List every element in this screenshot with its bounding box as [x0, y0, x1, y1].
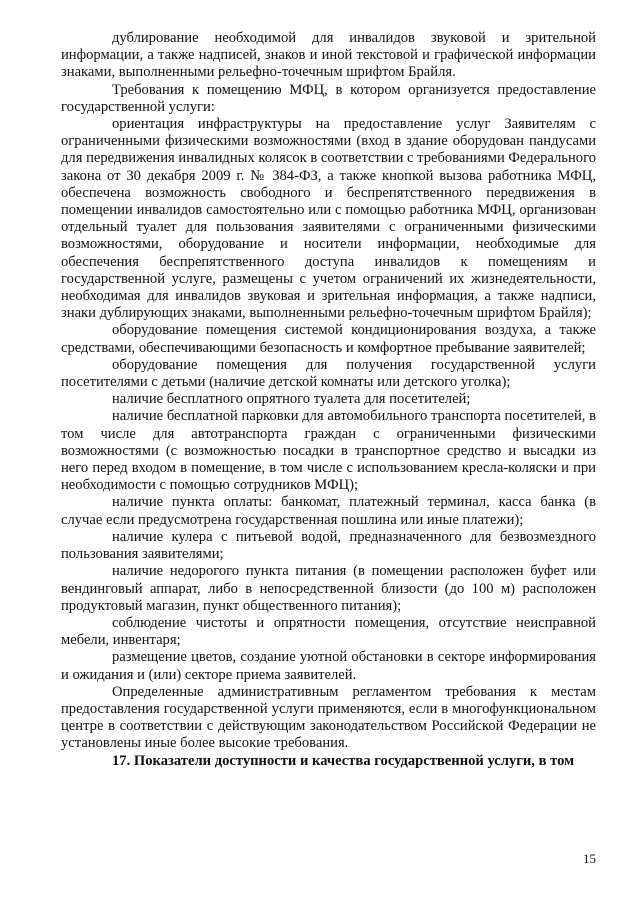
paragraph: наличие пункта оплаты: банкомат, платежный терминал, касса банка (в случае если предусмотрена государственная пошлина или иные платежи);: [61, 494, 596, 528]
paragraph: размещение цветов, создание уютной обстановки в секторе информирования и ожидания и (или) секторе приема заявителей.: [61, 649, 596, 683]
paragraph: дублирование необходимой для инвалидов звуковой и зрительной информации, а также надписей, знаков и иной текстовой и графической информации знаками, выполненными рельефно-точечным шрифтом Брайля.: [61, 30, 596, 81]
paragraph: оборудование помещения системой кондиционирования воздуха, а также средствами, обеспечивающими безопасность и комфортное пребывание заявителей;: [61, 322, 596, 356]
page-number: 15: [583, 851, 596, 866]
paragraph: соблюдение чистоты и опрятности помещения, отсутствие неисправной мебели, инвентаря;: [61, 614, 596, 649]
paragraph: наличие бесплатного опрятного туалета для посетителей;: [112, 391, 471, 408]
section-heading: 17. Показатели доступности и качества государственной услуги, в том: [112, 752, 575, 769]
paragraph: наличие недорогого пункта питания (в помещении расположен буфет или вендинговый аппарат, либо в непосредственной близости (до 100 м) расположен продуктовый магазин, пункт общественного питания);: [61, 563, 596, 614]
paragraph: Требования к помещению МФЦ, в котором организуется предоставление государственной услуги:: [61, 81, 596, 115]
paragraph: оборудование помещения для получения государственной услуги посетителями с детьми (наличие детской комнаты или детского уголка);: [61, 356, 596, 391]
document-body: [61, 30, 596, 770]
paragraph: Определенные административным регламентом требования к местам предоставления государственной услуги применяются, если в многофункциональном центре в соответствии с действующим законодательством Российской Федерации не установлены иные более высокие требования.: [61, 683, 596, 752]
paragraph: наличие кулера с питьевой водой, предназначенного для безвозмездного пользования заявителями;: [61, 528, 596, 563]
paragraph: ориентация инфраструктуры на предоставление услуг Заявителям с ограниченными физическими возможностями (вход в здание оборудован пандусами для передвижения инвалидных колясок в соответствии с требованиями Федерального закона от 30 декабря 2009 г. № 384-ФЗ, а также кнопкой вызова работника МФЦ, обеспечена возможность свободного и беспрепятственного передвижения в помещении инвалидов самостоятельно или с помощью работника МФЦ, организован отдельный туалет для пользования заявителями с ограниченными физическими возможностями, оборудование и носители информации, необходимые для обеспечения беспрепятственного доступа инвалидов к помещениям и государственной услуге, размещены с учетом ограничений их жизнедеятельности, необходимая для инвалидов звуковая и зрительная информация, а также надписи, знаки дублирующих знаками, выполненными рельефно-точечным шрифтом Брайля);: [61, 116, 596, 322]
paragraph: наличие бесплатной парковки для автомобильного транспорта посетителей, в том числе для автотранспорта граждан с ограниченными физическими возможностями (с возможностью посадки в транспортное средство и высадки из него перед входом в помещение, в том числе с использованием кресла-коляски и при необходимости с помощью сотрудников МФЦ);: [61, 408, 596, 494]
